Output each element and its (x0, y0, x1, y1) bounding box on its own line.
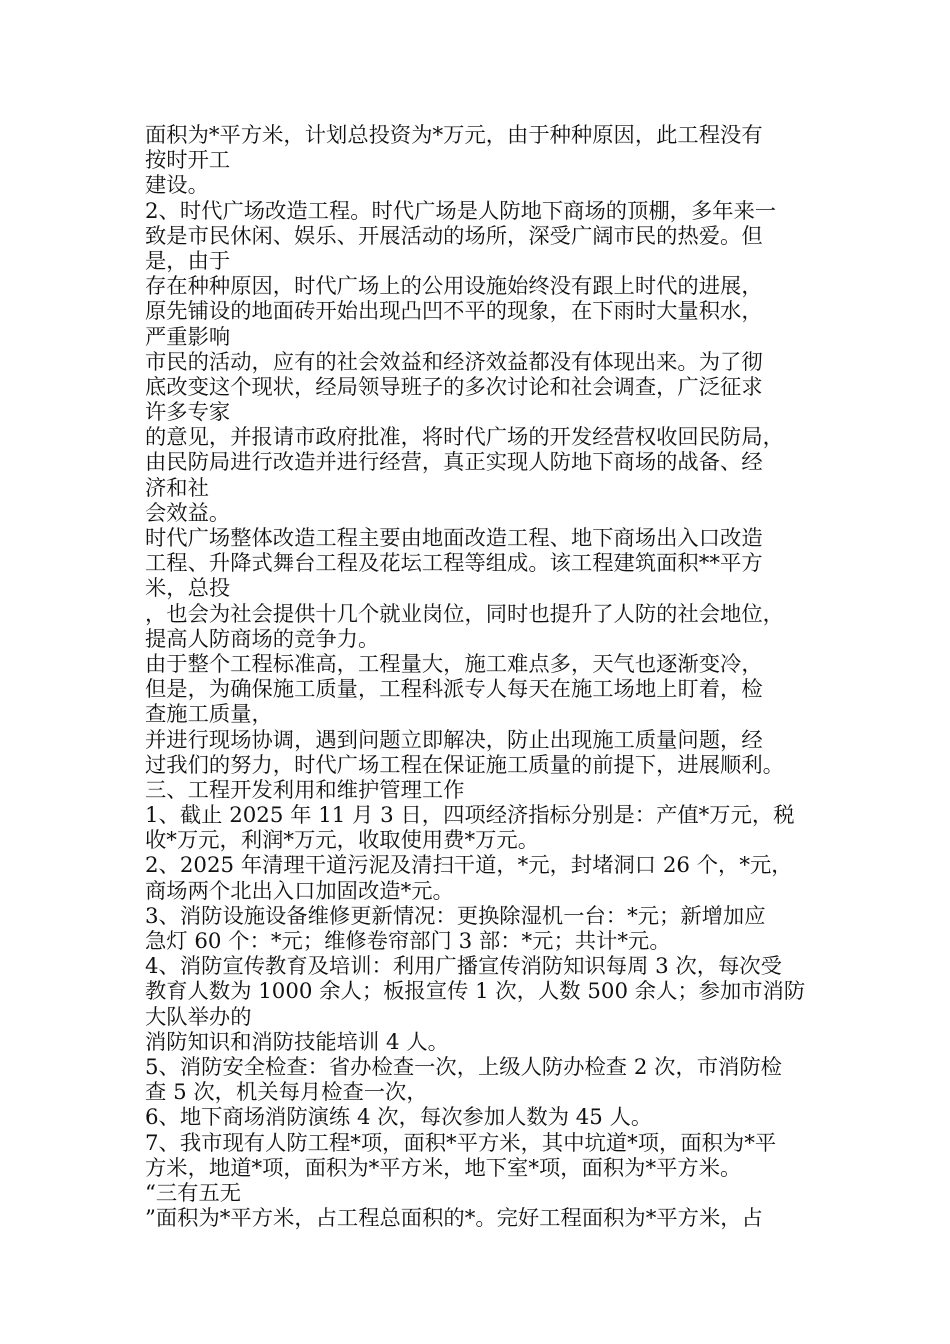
document-body (145, 123, 810, 1231)
text-line: 许多专家 (145, 400, 231, 426)
text-line: ，也会为社会提供十几个就业岗位，同时也提升了人防的社会地位， (145, 601, 784, 627)
text-line: 教育人数为 1000 余人；板报宣传 1 次，人数 500 余人；参加市消防 (145, 979, 806, 1005)
text-line: 消防知识和消防技能培训 4 人。 (145, 1029, 449, 1055)
text-line: 面积为*平方米，计划总投资为*万元，由于种种原因，此工程没有 (145, 123, 763, 148)
text-line: 4、消防宣传教育及培训：利用广播宣传消防知识每周 3 次，每次受 (145, 954, 782, 980)
text-line: 方米，地道*项，面积为*平方米，地下室*项，面积为*平方米。 (145, 1155, 742, 1181)
text-line: 存在种种原因，时代广场上的公用设施始终没有跟上时代的进展， (145, 274, 763, 300)
text-line: 严重影响 (145, 324, 231, 350)
text-line: 2、时代广场改造工程。时代广场是人防地下商场的顶棚，多年来一 (145, 198, 777, 224)
text-line: 但是，为确保施工质量，工程科派专人每天在施工场地上盯着，检 (145, 677, 763, 703)
text-line: 并进行现场协调，遇到问题立即解决，防止出现施工质量问题，经 (145, 727, 763, 753)
text-line: 1、截止 2025 年 11 月 3 日，四项经济指标分别是：产值*万元，税 (145, 803, 795, 829)
section-heading: 三、工程开发利用和维护管理工作 (145, 777, 465, 803)
text-line: 3、消防设施设备维修更新情况：更换除湿机一台：*元；新增加应 (145, 903, 766, 929)
text-line: 会效益。 (145, 500, 231, 526)
text-line: 的意见，并报请市政府批准，将时代广场的开发经营权收回民防局， (145, 425, 784, 451)
text-line: 5、消防安全检查：省办检查一次，上级人防办检查 2 次，市消防检 (145, 1054, 782, 1080)
text-line: “三有五无 (145, 1180, 242, 1206)
text-line: 是，由于 (145, 248, 231, 274)
text-line: 查 5 次，机关每月检查一次， (145, 1080, 428, 1106)
text-line: ”面积为*平方米，占工程总面积的*。完好工程面积为*平方米，占 (145, 1206, 763, 1232)
text-line: 济和社 (145, 475, 209, 501)
text-line: 市民的活动，应有的社会效益和经济效益都没有体现出来。为了彻 (145, 349, 763, 375)
text-line: 底改变这个现状，经局领导班子的多次讨论和社会调查，广泛征求 (145, 374, 763, 400)
text-line: 由于整个工程标准高，工程量大，施工难点多，天气也逐渐变冷， (145, 651, 763, 677)
text-line: 米，总投 (145, 576, 231, 602)
text-line: 原先铺设的地面砖开始出现凸凹不平的现象，在下雨时大量积水， (145, 299, 763, 325)
text-line: 急灯 60 个：*元；维修卷帘部门 3 部：*元；共计*元。 (145, 929, 671, 954)
text-line: 7、我市现有人防工程*项，面积*平方米，其中坑道*项，面积为*平 (145, 1130, 777, 1156)
text-line: 提高人防商场的竞争力。 (145, 626, 380, 652)
text-line: 时代广场整体改造工程主要由地面改造工程、地下商场出入口改造 (145, 526, 763, 551)
text-line: 工程、升降式舞台工程及花坛工程等组成。该工程建筑面积**平方 (145, 551, 763, 577)
text-line: 6、地下商场消防演练 4 次，每次参加人数为 45 人。 (145, 1105, 653, 1131)
text-line: 查施工质量， (145, 702, 273, 728)
text-line: 大队举办的 (145, 1004, 252, 1030)
text-line: 过我们的努力，时代广场工程在保证施工质量的前提下，进展顺利。 (145, 752, 784, 778)
text-line: 由民防局进行改造并进行经营，真正实现人防地下商场的战备、经 (145, 450, 763, 476)
text-line: 建设。 (145, 173, 209, 199)
text-line: 商场两个北出入口加固改造*元。 (145, 878, 454, 904)
text-line: 按时开工 (145, 148, 231, 174)
text-line: 收*万元，利润*万元，收取使用费*万元。 (145, 828, 539, 854)
text-line: 2、2025 年清理干道污泥及清扫干道，*元，封堵洞口 26 个，*元， (145, 853, 793, 879)
text-line: 致是市民休闲、娱乐、开展活动的场所，深受广阔市民的热爱。但 (145, 223, 763, 249)
